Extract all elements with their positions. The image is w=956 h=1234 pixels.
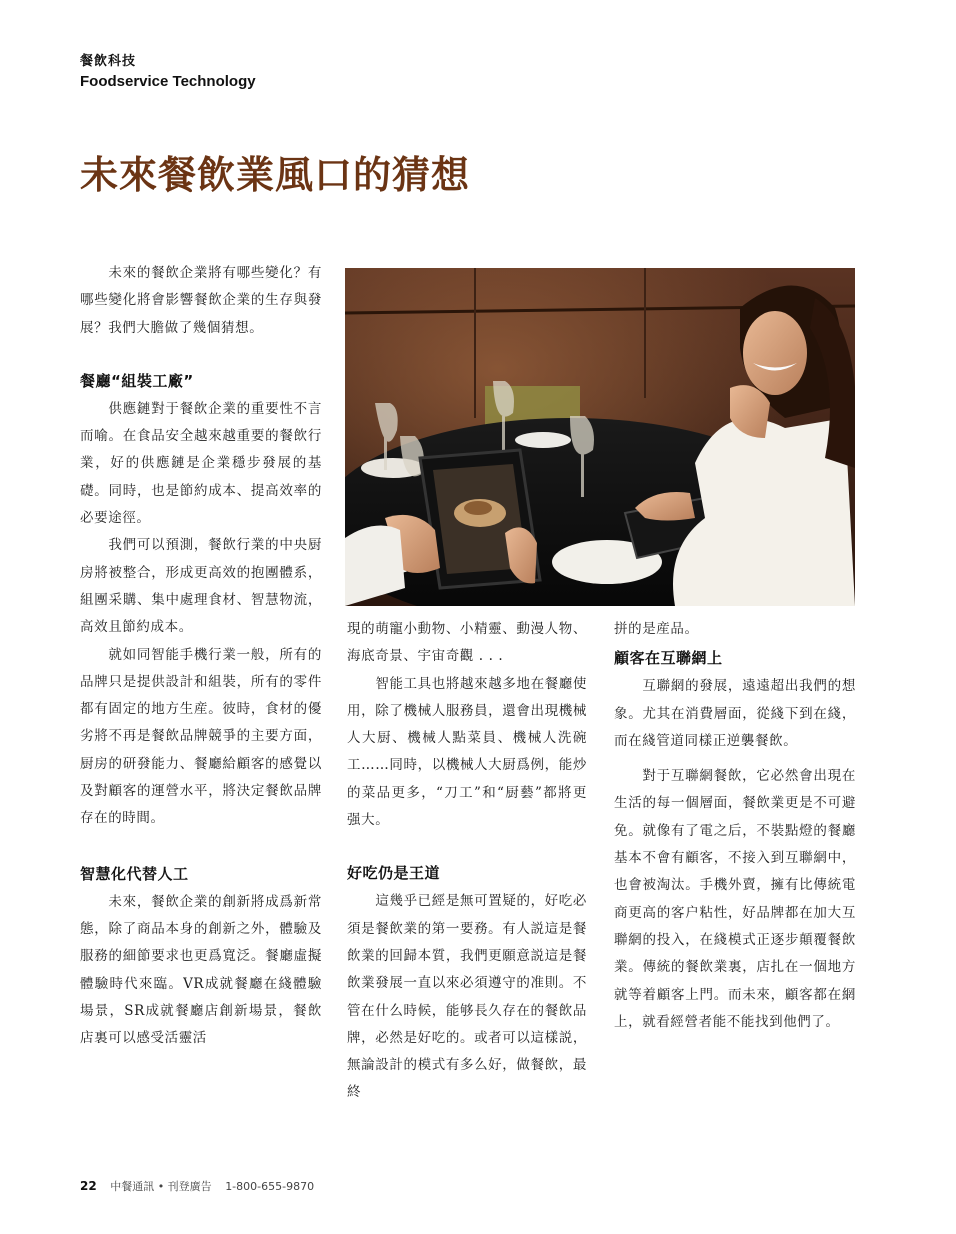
paragraph: 就如同智能手機行業一般，所有的品牌只是提供設計和組裝，所有的零件都有固定的地方生産。彼時，食材的優劣將不再是餐飲品牌競爭的主要方面，厨房的研發能力、餐廳給顧客的感覺以及對顧客的運營水平，將決定餐飲品牌存在的時間。 bbox=[80, 646, 322, 827]
column-2 bbox=[347, 616, 587, 1107]
restaurant-tablet-photo bbox=[345, 268, 855, 606]
heading-taste-is-king: 好吃仍是王道 bbox=[347, 864, 441, 883]
paragraph: 我們可以預測，餐飲行業的中央厨房將被整合，形成更高效的抱團體系，組團采購、集中處理食材、智慧物流，高效且節約成本。 bbox=[80, 537, 322, 636]
article-title: 未來餐飲業風口的猜想 bbox=[80, 152, 471, 197]
paragraph: 現的萌寵小動物、小精靈、動漫人物、海底奇景、宇宙奇觀 . . . bbox=[347, 621, 587, 665]
paragraph: 供應鏈對于餐飲企業的重要性不言而喻。在食品安全越來越重要的餐飲行業，好的供應鏈是企業穩步發展的基礎。同時，也是節約成本、提高效率的必要途徑。 bbox=[80, 400, 322, 527]
column-1 bbox=[80, 260, 322, 1052]
section-label-chinese: 餐飲科技 bbox=[80, 54, 137, 69]
column-3 bbox=[614, 616, 856, 1036]
paragraph: 未來，餐飲企業的創新將成爲新常態，除了商品本身的創新之外，體驗及服務的細節要求也更爲寬泛。餐廳虛擬體驗時代來臨。VR成就餐廳在綫體驗場景，SR成就餐廳店創新場景，餐飲店裏可以感受活靈活 bbox=[80, 893, 322, 1047]
publication-name: 中餐通訊 • 刊登廣告 bbox=[110, 1180, 212, 1193]
section-label-english: Foodservice Technology bbox=[80, 73, 256, 90]
paragraph: 這幾乎已經是無可置疑的，好吃必須是餐飲業的第一要務。有人説這是餐飲業的回歸本質，我們更願意説這是餐飲業發展一直以來必須遵守的准則。不管在什么時候，能够長久存在的餐飲品牌，必然是好吃的。或者可以這樣説，無論設計的模式有多么好，做餐飲，最終 bbox=[347, 893, 587, 1101]
page-footer bbox=[80, 1178, 314, 1194]
page-number: 22 bbox=[80, 1179, 97, 1193]
intro-paragraph: 未來的餐飲企業將有哪些變化？有哪些變化將會影響餐飲企業的生存與發展？我們大膽做了幾個猜想。 bbox=[80, 265, 322, 336]
paragraph: 互聯網的發展，遠遠超出我們的想象。尤其在消費層面，從綫下到在綫，而在綫管道同樣正逆襲餐飲。 bbox=[614, 678, 856, 749]
paragraph: 對于互聯網餐飲，它必然會出現在生活的每一個層面，餐飲業更是不可避免。就像有了電之后，不裝點燈的餐廳基本不會有顧客，不接入到互聯網中，也會被淘汰。手機外賣，擁有比傳統電商更高的客户粘性，好品牌都在加大互聯網的投入，在綫模式正逐步顛覆餐飲業。傳統的餐飲業裏，店扎在一個地方就等着顧客上門。而未來，顧客都在網上，就看經營者能不能找到他們了。 bbox=[614, 768, 856, 1030]
heading-assembly-factory: 餐廳“組裝工廠” bbox=[80, 371, 194, 390]
paragraph: 拼的是産品。 bbox=[614, 621, 699, 637]
heading-customers-online: 顧客在互聯網上 bbox=[614, 649, 723, 668]
advertising-phone: 1-800-655-9870 bbox=[225, 1180, 315, 1193]
paragraph: 智能工具也將越來越多地在餐廳使用，除了機械人服務員，還會出現機械人大厨、機械人點菜員、機械人洗碗工……同時，以機械人大厨爲例，能炒的菜品更多，“刀工”和“厨藝”都將更强大。 bbox=[347, 675, 587, 829]
heading-smart-replacement: 智慧化代替人工 bbox=[80, 864, 189, 883]
